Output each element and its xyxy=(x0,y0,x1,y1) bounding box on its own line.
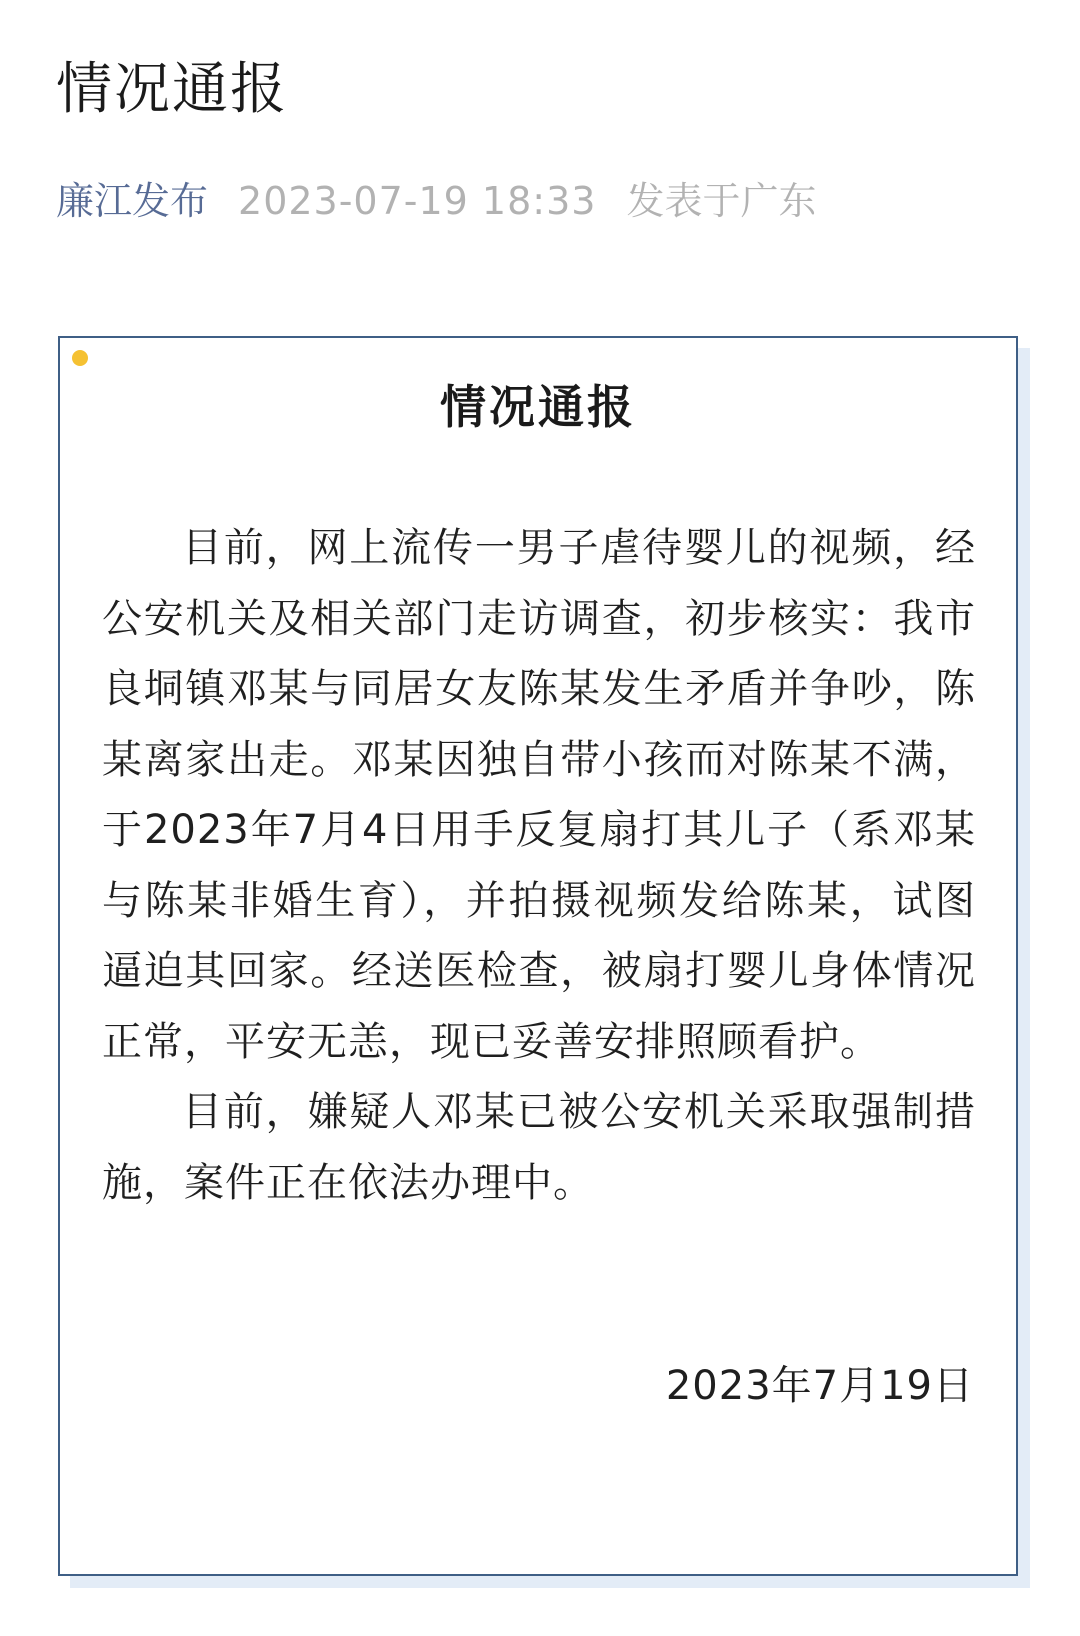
notice-paragraph: 目前，网上流传一男子虐待婴儿的视频，经公安机关及相关部门走访调查，初步核实：我市良垌镇邓某与同居女友陈某发生矛盾并争吵，陈某离家出走。邓某因独自带小孩而对陈某不满，于2023年7月4日用手反复扇打其儿子（系邓某与陈某非婚生育），并拍摄视频发给陈某，试图逼迫其回家。经送医检查，被扇打婴儿身体情况正常，平安无恙，现已妥善安排照顾看护。 xyxy=(102,525,976,1065)
publish-location: 发表于广东 xyxy=(626,179,817,223)
article-meta xyxy=(56,179,817,223)
notice-body xyxy=(102,513,976,1218)
page-title: 情况通报 xyxy=(56,57,288,122)
notice-date: 2023年7月19日 xyxy=(665,1363,974,1409)
yellow-dot-icon xyxy=(72,350,88,366)
notice-image xyxy=(58,336,1018,1576)
notice-paragraph: 目前，嫌疑人邓某已被公安机关采取强制措施，案件正在依法办理中。 xyxy=(102,1089,976,1206)
publish-time: 2023-07-19 18:33 xyxy=(238,179,597,223)
notice-title: 情况通报 xyxy=(440,380,636,434)
account-name-link[interactable]: 廉江发布 xyxy=(56,179,209,223)
